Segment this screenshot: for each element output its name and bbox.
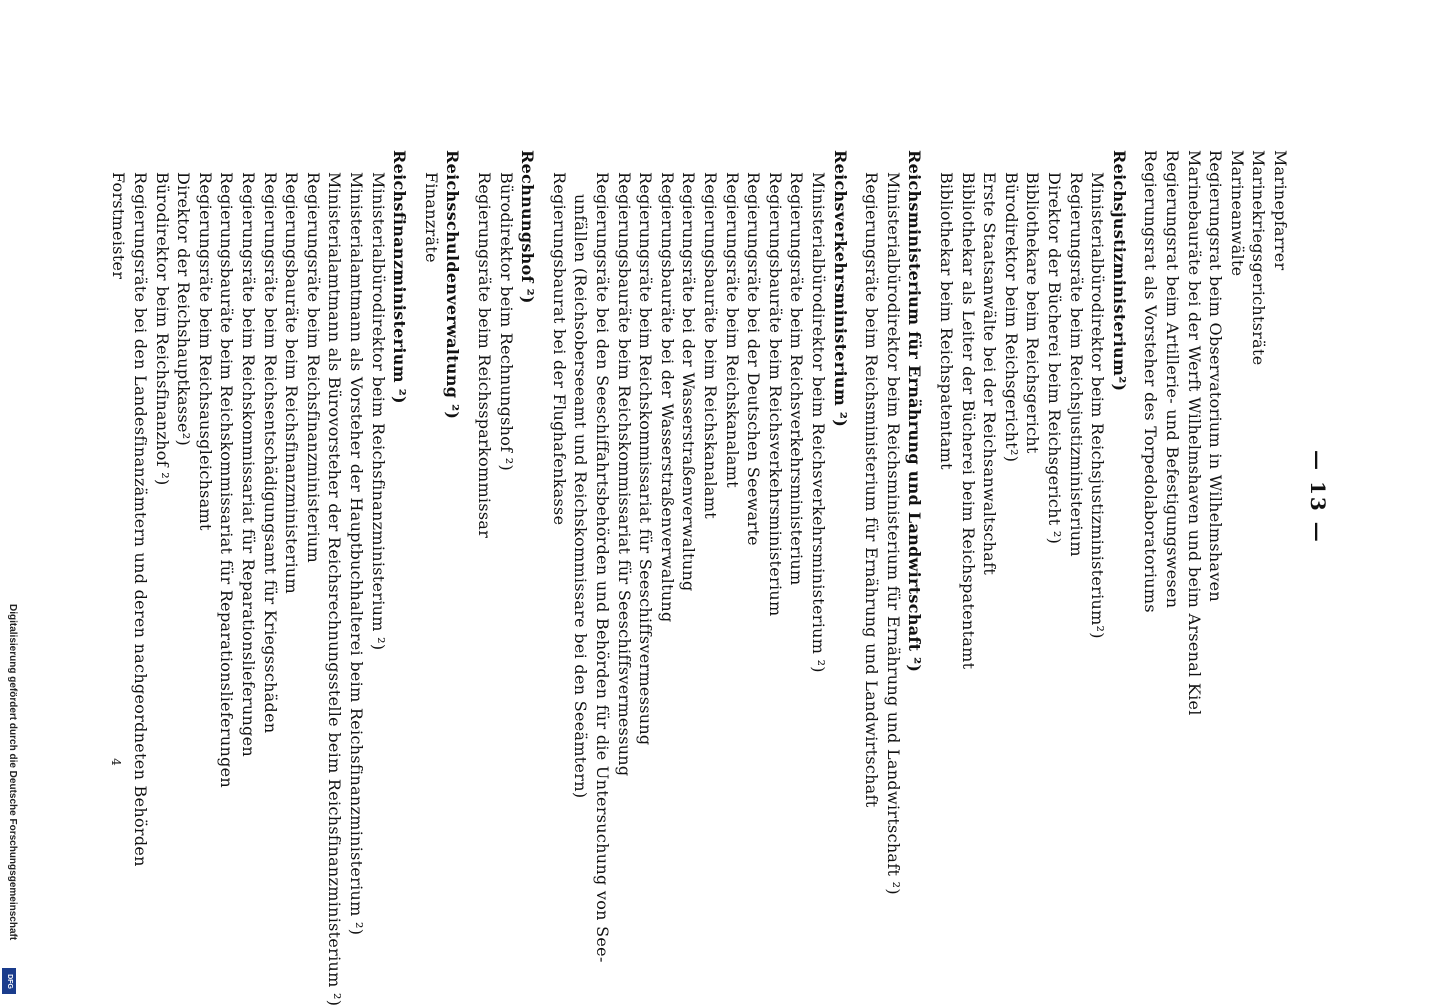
list-item: Regierungsräte beim Reichskommissariat für Reparationslieferungen — [239, 172, 258, 757]
list-item: Regierungsräte beim Reichsfinanzministerium — [303, 172, 323, 564]
list-item: Regierungsrat beim Artillerie- und Befestigungswesen — [1163, 150, 1182, 609]
list-item: Regierungsbauräte beim Reichsverkehrsministerium — [765, 172, 785, 617]
list-item: Regierungsräte beim Reichskanalamt — [722, 172, 742, 488]
section-heading: Reichsjustizministerium²) — [1109, 150, 1129, 392]
list-item: Regierungsräte beim Reichsausgleichsamt — [195, 172, 215, 531]
list-item: Marinebauräte bei der Werft Wilhelmshaven und beim Arsenal Kiel — [1184, 150, 1204, 716]
digitization-sidebar — [4, 604, 18, 996]
list-item: Regierungsräte bei der Wasserstraßenverwaltung — [679, 172, 699, 592]
list-item: Regierungsbauräte beim Reichskanalamt — [701, 172, 720, 519]
list-item: Regierungsräte beim Reichssparkommissar — [475, 172, 494, 539]
list-item: Forstmeister — [109, 172, 129, 280]
list-item: Direktor der Reichshauptkasse²) — [174, 172, 194, 447]
list-item: Regierungsrat als Vorsteher des Torpedolaboratoriums — [1141, 150, 1161, 613]
list-item: Ministerialbürodirektor beim Reichsministerium für Ernährung und Landwirtschaft ²) — [883, 172, 903, 895]
list-item: Regierungsräte beim Reichskommissariat für Seeschiffsvermessung — [636, 172, 656, 746]
list-item: Marinepfarrer — [1271, 150, 1290, 271]
list-item: Regierungsräte beim Reichsjustizministerium — [1066, 172, 1086, 557]
list-item: Marinekriegsgerichtsräte — [1249, 150, 1269, 366]
list-item: Regierungsräte bei der Deutschen Seewarte — [744, 172, 764, 546]
list-item: Bürodirektor beim Reichsfinanzhof ²) — [152, 172, 172, 486]
list-item: Direktor der Bücherei beim Reichsgericht ²) — [1045, 172, 1064, 545]
list-item: Bibliothekare beim Reichsgericht — [1023, 172, 1043, 454]
section-heading: Reichsministerium für Ernährung und Landwirtschaft ²) — [905, 150, 925, 673]
section-heading: Reichsfinanzministerium ²) — [390, 150, 410, 404]
list-item: Ministerialbürodirektor beim Reichsverkehrsministerium ²) — [809, 172, 828, 673]
rotated-page — [109, 150, 1330, 1006]
list-item: Regierungsräte beim Reichsentschädigungsamt für Kriegsschäden — [260, 172, 280, 734]
list-item: Finanzräte — [421, 172, 441, 263]
list-item: Regierungsrat beim Observatorium in Wilhelmshaven — [1206, 150, 1226, 603]
list-item: Ministerialbürodirektor beim Reichsfinanzministerium ²) — [368, 172, 388, 651]
section-heading: Rechnungshof ²) — [518, 150, 538, 304]
list-item: Bibliothekar beim Reichspatentamt — [937, 172, 956, 470]
section-heading: Reichsverkehrsministerium ²) — [830, 150, 850, 428]
list-item: Regierungsbauräte beim Reichskommissariat für Reparationslieferungen — [217, 172, 237, 788]
list-item: Regierungsbauräte beim Reichsfinanzministerium — [282, 172, 302, 594]
list-item: Regierungsräte bei den Seeschiffahrtsbehörden und Behörden für die Untersuchung von See- — [593, 172, 612, 963]
sidebar-note: Digitalisierung gefördert durch die Deutsche Forschungsgemeinschaft — [7, 604, 18, 941]
page-number: — 13 — — [1306, 450, 1330, 544]
list-item: Regierungsräte bei den Landesfinanzämtern und deren nachgeordneten Behörden — [131, 172, 150, 867]
list-item: Regierungsbauräte beim Reichskommissariat für Seeschiffsvermessung — [614, 172, 634, 777]
list-item: Regierungsbauräte bei der Wasserstraßenverwaltung — [657, 172, 677, 623]
list-item: Regierungsräte beim Reichsverkehrsministerium — [787, 172, 807, 586]
list-item: Bürodirektor beim Rechnungshof ²) — [496, 172, 516, 472]
list-item: Regierungsbaurat bei der Flughafenkasse — [549, 172, 569, 526]
list-item: Bibliothekar als Leiter der Bücherei beim Reichspatentamt — [958, 172, 978, 670]
list-item: Erste Staatsanwälte bei der Reichsanwaltschaft — [980, 172, 1000, 576]
section-heading: Reichsschuldenverwaltung ²) — [443, 150, 463, 420]
dfg-logo-icon — [2, 968, 16, 994]
list-item: Ministerialbürodirektor beim Reichsjustizministerium²) — [1088, 172, 1108, 639]
list-item: Marineanwälte — [1227, 150, 1247, 277]
logo-text: DFG — [5, 973, 13, 989]
list-item: Regierungsräte beim Reichsministerium für Ernährung und Landwirtschaft — [862, 172, 882, 808]
footer-mark: 4 — [108, 758, 123, 766]
list-item: unfällen (Reichsoberseeamt und Reichskommissare bei den Seeämtern) — [571, 194, 591, 799]
list-item: Bürodirektor beim Reichsgericht²) — [1001, 172, 1021, 463]
list-item: Ministerialamtmann als Bürovorsteher der Reichsrechnungsstelle beim Reichsfinanzministerium ²) — [325, 172, 345, 1006]
list-item: Ministerialamtmann als Vorsteher der Hauptbuchhalterei beim Reichsfinanzministerium ²) — [347, 172, 366, 936]
